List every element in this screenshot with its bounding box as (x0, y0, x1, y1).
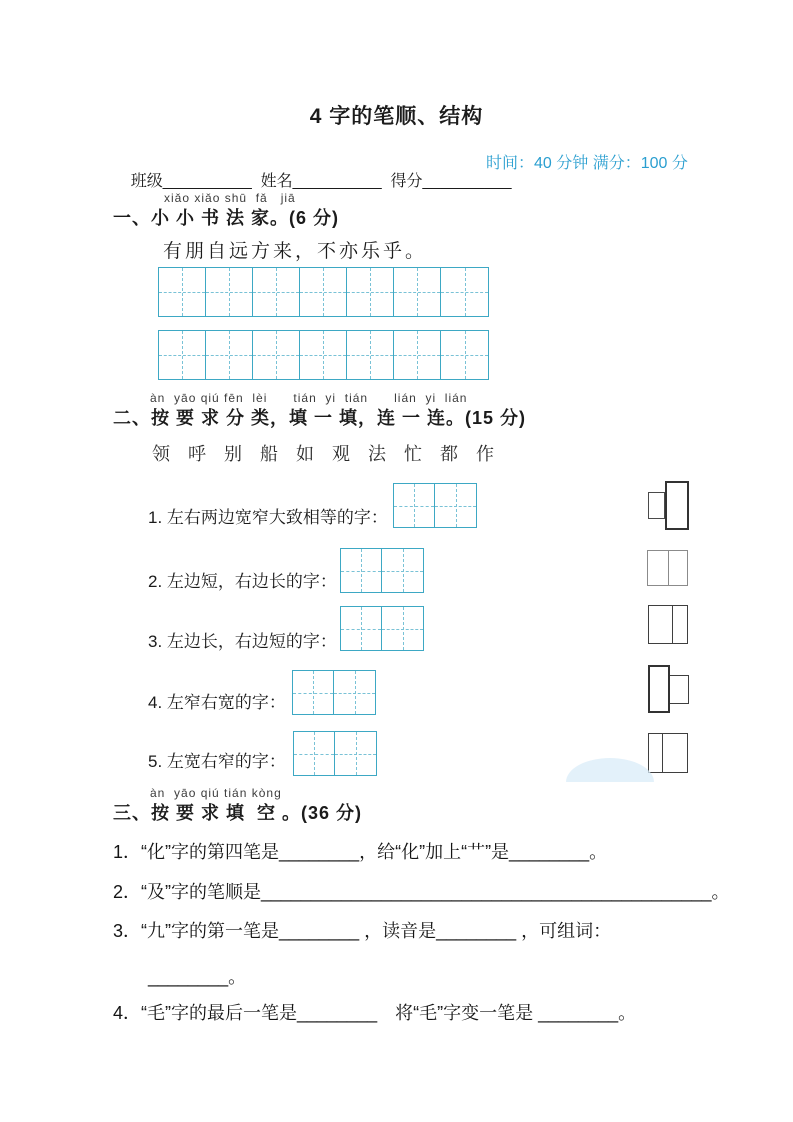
page-title: 4 字的笔顺、结构 (309, 105, 484, 128)
structure-left-right-equal-icon (647, 550, 688, 586)
tianzige-cell (300, 268, 347, 316)
item-2-answer-grid (340, 548, 424, 593)
item-5-answer-grid (293, 731, 377, 776)
question-2: 2．“及”字的笔顺是_____________________________________________。 (113, 882, 730, 902)
character-item: 船 (260, 444, 278, 464)
tianzige-cell (253, 331, 300, 379)
tianzige-cell (206, 331, 253, 379)
section3-pinyin: àn yāo qiú tián kòng (150, 786, 282, 800)
question-1: 1．“化”字的第四笔是________，给“化”加上“艹”是________。 (113, 842, 608, 862)
narrow-wide-divider (662, 734, 663, 772)
item-2-label: 2. 左边短，右边长的字： (148, 572, 337, 591)
section3-heading: 三、按 要 求 填 空 。(36 分) (113, 803, 363, 823)
tianzige-cell (441, 268, 488, 316)
tianzige-cell (253, 268, 300, 316)
structure-left-wide-right-narrow-icon (648, 605, 688, 644)
long-right-block (665, 481, 689, 530)
wide-narrow-divider (672, 606, 673, 643)
long-left-block (648, 665, 670, 713)
tianzige-cell (435, 484, 476, 527)
equal-divider (668, 551, 669, 585)
tianzige-cell (300, 331, 347, 379)
question-4: 4．“毛”字的最后一笔是________ 将“毛”字变一笔是 ________。 (113, 1003, 637, 1023)
student-info-blanks: 班级__________ 姓名__________ 得分__________ (130, 173, 512, 190)
tianzige-cell (394, 268, 441, 316)
short-right-block (668, 675, 689, 704)
tianzige-cell (293, 671, 334, 714)
character-item: 都 (440, 444, 458, 464)
tianzige-cell (347, 331, 394, 379)
section1-heading: 一、小 小 书 法 家。(6 分) (113, 208, 340, 228)
tianzige-cell (382, 607, 423, 650)
character-item: 如 (296, 444, 314, 464)
character-bank (152, 440, 494, 466)
short-left-block (648, 492, 665, 519)
character-item: 呼 (188, 444, 206, 464)
character-item: 作 (476, 444, 494, 464)
section2-heading: 二、按 要 求 分 类，填 一 填，连 一 连。(15 分) (113, 408, 527, 428)
copy-sentence: 有朋自远方来，不亦乐乎。 (163, 241, 428, 262)
time-score-info: 时间：40 分钟 满分：100 分 (486, 155, 688, 172)
tianzige-cell (394, 331, 441, 379)
item-1-answer-grid (393, 483, 477, 528)
item-5-label: 5. 左宽右窄的字： (148, 752, 286, 771)
section2-pinyin: àn yāo qiú fēn lèi tián yi tián lián yi lián (150, 391, 468, 405)
question-3: 3．“九”字的第一笔是________ ，读音是________ ，可组词： (113, 921, 612, 941)
character-item: 别 (224, 444, 242, 464)
character-item: 法 (368, 444, 386, 464)
item-4-answer-grid (292, 670, 376, 715)
character-item: 忙 (404, 444, 422, 464)
character-item: 观 (332, 444, 350, 464)
tianzige-cell (347, 268, 394, 316)
tianzige-cell (294, 732, 335, 775)
item-3-answer-grid (340, 606, 424, 651)
tianzige-cell (394, 484, 435, 527)
watermark-arc (566, 758, 654, 782)
question-3-continuation: ________。 (148, 967, 247, 987)
tianzige-cell (159, 331, 206, 379)
structure-left-short-right-long-icon (648, 481, 689, 530)
structure-left-long-right-short-icon (648, 665, 689, 713)
tianzige-cell (341, 607, 382, 650)
item-3-label: 3. 左边长，右边短的字： (148, 632, 337, 651)
section1-pinyin: xiǎo xiǎo shū fǎ jiā (164, 191, 296, 205)
writing-grid-row-2 (158, 330, 489, 380)
tianzige-cell (382, 549, 423, 592)
tianzige-cell (334, 671, 375, 714)
tianzige-cell (206, 268, 253, 316)
structure-left-narrow-right-wide-icon (648, 733, 688, 773)
tianzige-cell (341, 549, 382, 592)
tianzige-cell (335, 732, 376, 775)
tianzige-cell (441, 331, 488, 379)
character-item: 领 (152, 444, 170, 464)
writing-grid-row-1 (158, 267, 489, 317)
tianzige-cell (159, 268, 206, 316)
item-1-label: 1. 左右两边宽窄大致相等的字： (148, 508, 388, 527)
item-4-label: 4. 左窄右宽的字： (148, 693, 286, 712)
